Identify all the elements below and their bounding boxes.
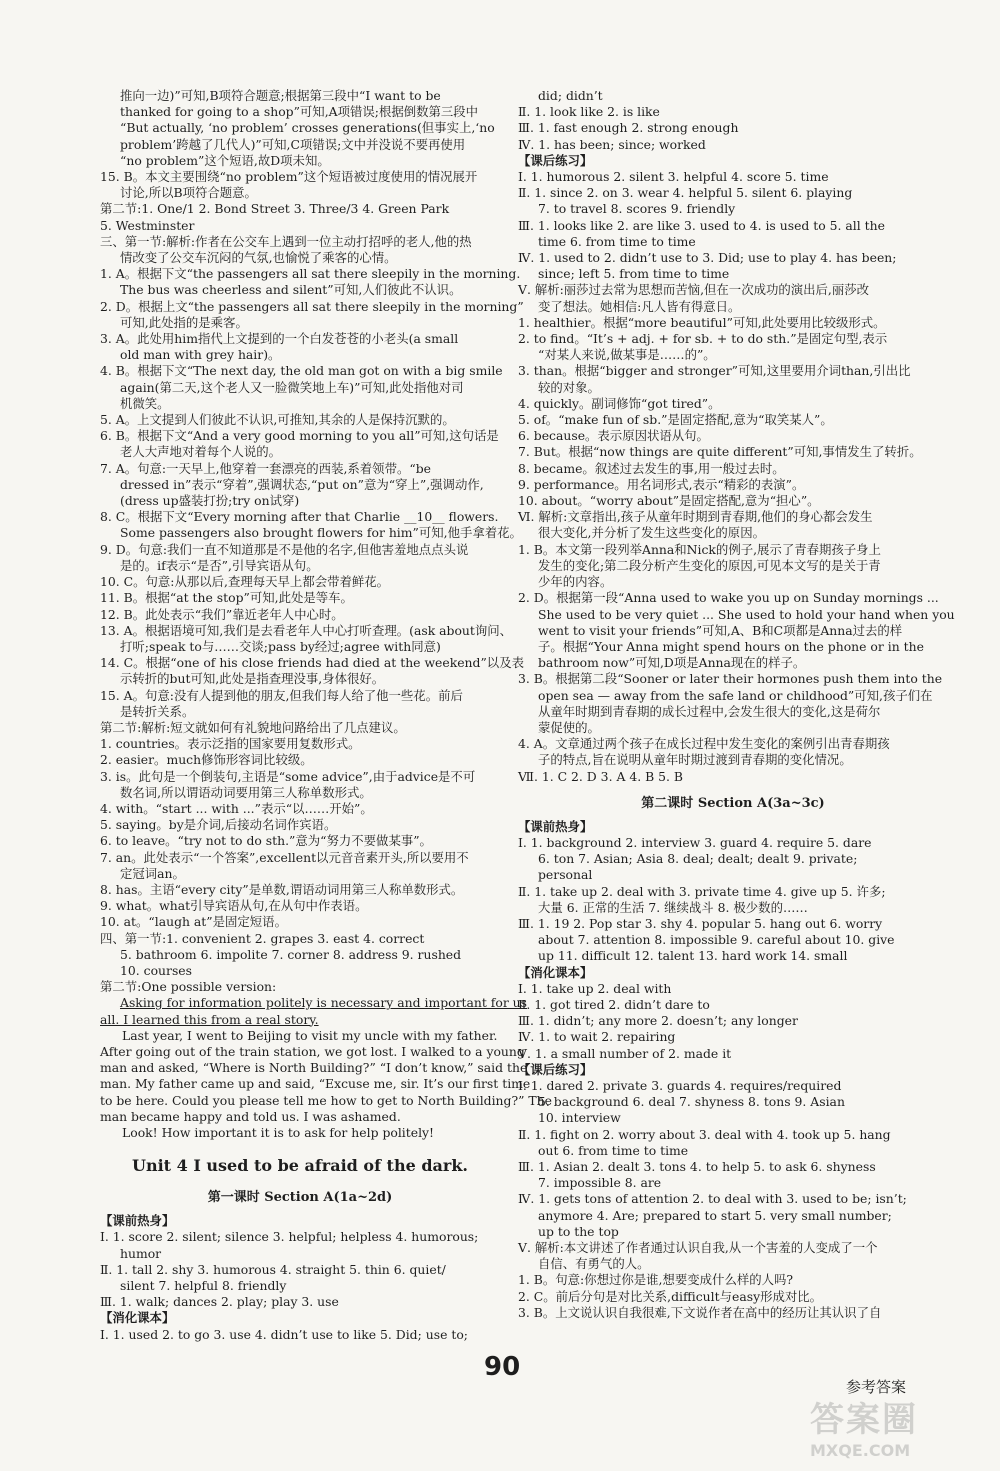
text-line: 情改变了公交车沉闷的气氛,也愉悦了乘客的心情。 — [120, 250, 397, 266]
text-line: 6. B。根据下文“And a very good morning to you all”可知,这句话是 — [100, 428, 499, 444]
text-line: 3. B。根据第二段“Sooner or later their hormones push them into the — [518, 671, 943, 687]
text-line: 第二节:1. One/1 2. Bond Street 3. Three/3 4. Green Park — [100, 201, 450, 217]
text-line: 9. D。句意:我们一直不知道那是不是他的名字,但他害羞地点点头说 — [100, 541, 469, 557]
text-line: problem’跨越了几代人)”可知,C项错误;文中并没说不要再使用 — [120, 136, 466, 152]
footer-label: 参考答案 — [846, 1378, 907, 1396]
text-line: Ⅴ. 解析:丽莎过去常为思想而苦恼,但在一次成功的演出后,丽莎改 — [518, 282, 870, 298]
text-line: 2. D。根据上文“the passengers all sat there sleepily in the morning” — [100, 298, 524, 314]
text-line: 13. A。根据语境可知,我们是去看老年人中心打听查理。(ask about询问、 — [100, 622, 513, 638]
text-line: Ⅳ. 1. used to 2. didn’t use to 3. Did; use to play 4. has been; — [518, 250, 897, 266]
text-line: 4. B。根据下文“The next day, the old man got on with a big smile — [100, 363, 503, 379]
text-line: Ⅳ. 1. has been; since; worked — [518, 136, 706, 152]
text-line: “But actually, ‘no problem’ crosses generations(但事实上,‘no — [120, 120, 495, 136]
text-line: man and asked, “Where is North Building?” “I don’t know,” said the — [100, 1060, 528, 1076]
text-line: 是转折关系。 — [120, 703, 195, 719]
text-line: 自信、有勇气的人。 — [538, 1256, 650, 1272]
text-line: Ⅱ. 1. take up 2. deal with 3. private time 4. give up 5. 许多; — [518, 883, 886, 899]
right-column — [518, 88, 955, 1321]
text-line: went to visit your friends”可知,A、B和C项都是Anna过去的样 — [538, 622, 903, 638]
text-line: Ⅲ. 1. Asian 2. dealt 3. tons 4. to help 5. to ask 6. shyness — [518, 1159, 876, 1174]
text-line: 10. at。“laugh at”是固定短语。 — [100, 914, 287, 930]
text-line: 第二节:解析:短文就如何有礼貌地问路给出了几点建议。 — [100, 719, 406, 735]
text-line: personal — [538, 867, 593, 883]
text-line: Ⅶ. 1. C 2. D 3. A 4. B 5. B — [518, 768, 683, 784]
text-line: 发生的变化;第二段分析产生变化的原因,可见本文写的是关于青 — [538, 557, 881, 573]
text-line: 数名词,所以谓语动词要用第三人称单数形式。 — [120, 784, 372, 800]
text-line: 5. background 6. deal 7. shyness 8. tons 9. Asian — [538, 1094, 845, 1110]
text-line: all. I learned this from a real story. — [100, 1011, 319, 1027]
text-line: 4. quickly。副词修饰“got tired”。 — [518, 395, 721, 411]
text-line: open sea — away from the safe land or childhood”可知,孩子们在 — [538, 687, 933, 703]
text-line: 8. has。主语“every city”是单数,谓语动词用第三人称单数形式。 — [100, 881, 464, 897]
text-line: 【课前热身】 — [518, 818, 593, 834]
text-line: (dress up盛装打扮;try on试穿) — [120, 493, 300, 509]
text-line: 第二课时 Section A(3a~3c) — [641, 795, 825, 811]
text-line: Look! How important it is to ask for help politely! — [122, 1125, 435, 1140]
text-line: 10. courses — [120, 962, 192, 978]
text-line: 2. easier。much修饰形容词比较级。 — [100, 752, 313, 768]
text-line: Ⅱ. 1. fight on 2. worry about 3. deal with 4. took up 5. hang — [518, 1126, 891, 1142]
text-line: 三、第一节:解析:作者在公交车上遇到一位主动打招呼的老人,他的热 — [100, 233, 472, 249]
text-line: Ⅰ. 1. take up 2. deal with — [518, 980, 672, 996]
text-line: 1. healthier。根据“more beautiful”可知,此处要用比较级形式。 — [518, 314, 886, 330]
text-line: 2. D。根据第一段“Anna used to wake you up on Sunday mornings ... — [518, 590, 939, 606]
text-line: Ⅲ. 1. fast enough 2. strong enough — [518, 120, 739, 136]
text-line: 4. A。文章通过两个孩子在成长过程中发生变化的案例引出青春期孩 — [518, 736, 890, 752]
text-line: up 11. difficult 12. talent 13. hard work 14. small — [538, 948, 848, 964]
text-line: 7. to travel 8. scores 9. friendly — [538, 201, 736, 217]
text-line: dressed in”表示“穿着”,强调状态,“put on”意为“穿上”,强调动作, — [120, 476, 484, 492]
text-line: man became happy and told us. I was ashamed. — [100, 1108, 401, 1124]
text-line: 5. Westminster — [100, 217, 195, 233]
text-line: 15. A。句意:没有人提到他的朋友,但我们每人给了他一些花。前后 — [100, 687, 463, 703]
text-line: 老人大声地对着每个人说的。 — [120, 444, 282, 460]
text-line: Ⅱ. 1. tall 2. shy 3. humorous 4. straight 5. thin 6. quiet/ — [100, 1261, 446, 1277]
text-line: 大量 6. 正常的生活 7. 继续战斗 8. 极少数的…… — [538, 899, 808, 915]
text-line: out 6. from time to time — [538, 1142, 689, 1158]
text-line: 3. than。根据“bigger and stronger”可知,这里要用介词than,引出比 — [518, 363, 911, 379]
text-line: 5. saying。by是介词,后接动名词作宾语。 — [100, 817, 337, 833]
text-line: 9. performance。用名词形式,表示“精彩的表演”。 — [518, 476, 805, 492]
text-line: 1. countries。表示泛指的国家要用复数形式。 — [100, 736, 361, 752]
text-line: 推向一边)”可知,B项符合题意;根据第三段中“I want to be — [120, 88, 441, 103]
watermark-logo-text: 答案圈 — [810, 1400, 918, 1440]
text-line: 3. A。此处用him指代上文提到的一个白发苍苍的小老头(a small — [100, 331, 459, 347]
text-line: 子的特点,旨在说明从童年时期过渡到青春期的变化情况。 — [538, 752, 852, 768]
text-line: Ⅱ. 1. got tired 2. didn’t dare to — [518, 996, 710, 1012]
text-line: silent 7. helpful 8. friendly — [120, 1278, 287, 1294]
text-line: old man with grey hair)。 — [120, 347, 281, 363]
text-line: Ⅲ. 1. looks like 2. are like 3. used to 4. is used to 5. all the — [518, 217, 885, 233]
text-line: Ⅲ. 1. 19 2. Pop star 3. shy 4. popular 5. hang out 6. worry — [518, 915, 883, 931]
text-line: 第二节:One possible version: — [100, 979, 277, 995]
text-line: 5. A。上文提到人们彼此不认识,可推知,其余的人是保持沉默的。 — [100, 412, 455, 428]
text-line: Ⅵ. 解析:文章指出,孩子从童年时期到青春期,他们的身心都会发生 — [518, 509, 873, 525]
text-line: 10. about。“worry about”是固定搭配,意为“担心”。 — [518, 493, 820, 509]
text-line: humor — [120, 1245, 162, 1261]
watermark-logo — [810, 1392, 980, 1462]
text-line: 7. impossible 8. are — [538, 1175, 662, 1191]
text-line: 可知,此处指的是乘客。 — [120, 314, 248, 330]
text-line: 定冠词an。 — [120, 865, 185, 881]
text-line: 子。根据“Your Anna might spend hours on the phone or in the — [538, 638, 924, 654]
text-line: 10. C。句意:从那以后,查理每天早上都会带着鲜花。 — [100, 574, 390, 590]
text-line: “对某人来说,做某事是……的”。 — [538, 347, 716, 363]
text-line: 1. A。根据下文“the passengers all sat there sleepily in the morning. — [100, 266, 521, 282]
text-line: Ⅲ. 1. didn’t; any more 2. doesn’t; any longer — [518, 1013, 798, 1029]
text-line: 第一课时 Section A(1a~2d) — [207, 1190, 393, 1206]
text-line: 2. to find。“It’s + adj. + for sb. + to do sth.”是固定句型,表示 — [518, 331, 888, 347]
text-line: She used to be very quiet ... She used to hold your hand when you — [538, 606, 955, 622]
text-line: Ⅴ. 1. a small number of 2. made it — [518, 1045, 732, 1061]
text-line: Unit 4 I used to be afraid of the dark. — [132, 1156, 468, 1176]
text-line: again(第二天,这个老人又一脸微笑地上车)”可知,此处指他对司 — [120, 379, 464, 395]
text-line: time 6. from time to time — [538, 233, 696, 249]
text-line: up to the top — [538, 1223, 619, 1239]
text-line: 12. B。此处表示“我们”靠近老年人中心时。 — [100, 606, 344, 622]
text-line: Asking for information politely is necessary and important for us — [120, 995, 528, 1011]
text-line: 7. an。此处表示“一个答案”,excellent以元音音素开头,所以要用不 — [100, 849, 469, 865]
text-line: 6. because。表示原因状语从句。 — [518, 428, 709, 444]
text-line: 8. became。叙述过去发生的事,用一般过去时。 — [518, 460, 785, 476]
text-line: 变了想法。她相信:凡人皆有得意日。 — [538, 298, 741, 314]
text-line: 【消化课本】 — [518, 964, 593, 980]
text-line: Ⅰ. 1. background 2. interview 3. guard 4. require 5. dare — [518, 834, 872, 850]
text-line: 14. C。根据“one of his close friends had died at the weekend”以及表 — [100, 655, 524, 671]
text-line: 5. bathroom 6. impolite 7. corner 8. address 9. rushed — [120, 946, 462, 962]
text-line: bathroom now”可知,D项是Anna现在的样子。 — [538, 655, 806, 671]
text-line: 7. But。根据“now things are quite different”可知,事情发生了转折。 — [518, 444, 922, 460]
text-line: thanked for going to a shop”可知,A项错误;根据倒数第三段中 — [120, 104, 479, 120]
text-line: 蒙促使的。 — [538, 719, 600, 735]
watermark-site: MXQE.COM — [810, 1441, 911, 1460]
text-line: Ⅰ. 1. score 2. silent; silence 3. helpful; helpless 4. humorous; — [100, 1229, 479, 1245]
text-line: 讨论,所以B项符合题意。 — [120, 185, 257, 201]
text-line: 【课前热身】 — [100, 1213, 175, 1229]
text-line: 【课后练习】 — [518, 152, 593, 168]
text-line: 9. what。what引导宾语从句,在从句中作表语。 — [100, 898, 368, 914]
text-line: 3. is。此句是一个倒装句,主语是“some advice”,由于advice是不可 — [100, 768, 476, 784]
text-line: 很大变化,并分析了发生这些变化的原因。 — [538, 525, 765, 541]
text-line: to be here. Could you please tell me how to get to North Building?” The — [100, 1092, 552, 1108]
text-line: Ⅰ. 1. dared 2. private 3. guards 4. requires/required — [518, 1077, 842, 1093]
text-line: 8. C。根据下文“Every morning after that Charlie __10__ flowers. — [100, 509, 499, 525]
text-line: Some passengers also brought flowers for him”可知,他手拿着花。 — [120, 525, 522, 541]
text-line: about 7. attention 8. impossible 9. careful about 10. give — [538, 932, 895, 948]
text-line: Ⅰ. 1. used 2. to go 3. use 4. didn’t use to like 5. Did; use to; — [100, 1326, 468, 1342]
text-line: 较的对象。 — [538, 379, 600, 395]
text-line: Ⅴ. 解析:本文讲述了作者通过认识自我,从一个害羞的人变成了一个 — [518, 1240, 878, 1256]
page-number: 90 — [484, 1352, 521, 1382]
text-line: 1. B。句意:你想过你是谁,想要变成什么样的人吗? — [518, 1272, 794, 1288]
text-line: 15. B。本文主要围绕“no problem”这个短语被过度使用的情况展开 — [100, 169, 478, 185]
text-line: 少年的内容。 — [538, 574, 613, 590]
text-line: did; didn’t — [538, 88, 603, 103]
text-line: Ⅱ. 1. look like 2. is like — [518, 104, 660, 120]
text-line: Ⅱ. 1. since 2. on 3. wear 4. helpful 5. silent 6. playing — [518, 185, 853, 201]
text-line: 11. B。根据“at the stop”可知,此处是等车。 — [100, 590, 353, 606]
text-line: 5. of。“make fun of sb.”是固定搭配,意为“取笑某人”。 — [518, 412, 833, 428]
text-line: 6. ton 7. Asian; Asia 8. deal; dealt; dealt 9. private; — [538, 851, 858, 867]
text-line: 10. interview — [538, 1110, 621, 1126]
text-line: Last year, I went to Beijing to visit my uncle with my father. — [122, 1027, 498, 1043]
text-line: 机微笑。 — [120, 395, 170, 411]
text-line: 四、第一节:1. convenient 2. grapes 3. east 4. correct — [100, 930, 425, 946]
text-line: Ⅳ. 1. gets tons of attention 2. to deal with 3. used to be; isn’t; — [518, 1191, 907, 1207]
text-line: 7. A。句意:一天早上,他穿着一套漂亮的西装,系着领带。“be — [100, 460, 431, 476]
text-line: anymore 4. Are; prepared to start 5. very small number; — [538, 1207, 892, 1223]
text-line: The bus was cheerless and silent”可知,人们彼此不认识。 — [120, 282, 462, 298]
left-column — [100, 88, 552, 1343]
text-line: 打听;speak to与……交谈;pass by经过;agree with同意) — [120, 638, 441, 654]
text-line: 【课后练习】 — [518, 1061, 593, 1077]
text-line: 【消化课本】 — [100, 1310, 175, 1326]
text-line: Ⅳ. 1. to wait 2. repairing — [518, 1029, 676, 1045]
text-line: “no problem”这个短语,故D项未知。 — [120, 152, 330, 168]
text-line: Ⅲ. 1. walk; dances 2. play; play 3. use — [100, 1294, 339, 1310]
text-line: 4. with。“start ... with ...”表示“以……开始”。 — [100, 800, 373, 816]
text-line: 2. C。前后分句是对比关系,difficult与easy形成对比。 — [518, 1288, 823, 1304]
text-line: 1. B。本文第一段列举Anna和Nick的例子,展示了青春期孩子身上 — [518, 541, 881, 557]
text-line: 3. B。上文说认识自我很难,下文说作者在高中的经历让其认识了自 — [518, 1304, 882, 1320]
text-line: since; left 5. from time to time — [538, 266, 730, 282]
text-line: After going out of the train station, we got lost. I walked to a young — [100, 1043, 525, 1059]
text-line: 是的。if表示“是否”,引导宾语从句。 — [120, 557, 319, 573]
text-line: 从童年时期到青春期的成长过程中,会发生很大的变化,这是荷尔 — [538, 703, 881, 719]
text-line: Ⅰ. 1. humorous 2. silent 3. helpful 4. score 5. time — [518, 169, 829, 185]
text-line: 示转折的but可知,此处是指查理没事,身体很好。 — [120, 671, 385, 687]
text-line: 6. to leave。“try not to do sth.”意为“努力不要做某事”。 — [100, 833, 432, 849]
text-line: man. My father came up and said, “Excuse me, sir. It’s our first time — [100, 1076, 531, 1092]
